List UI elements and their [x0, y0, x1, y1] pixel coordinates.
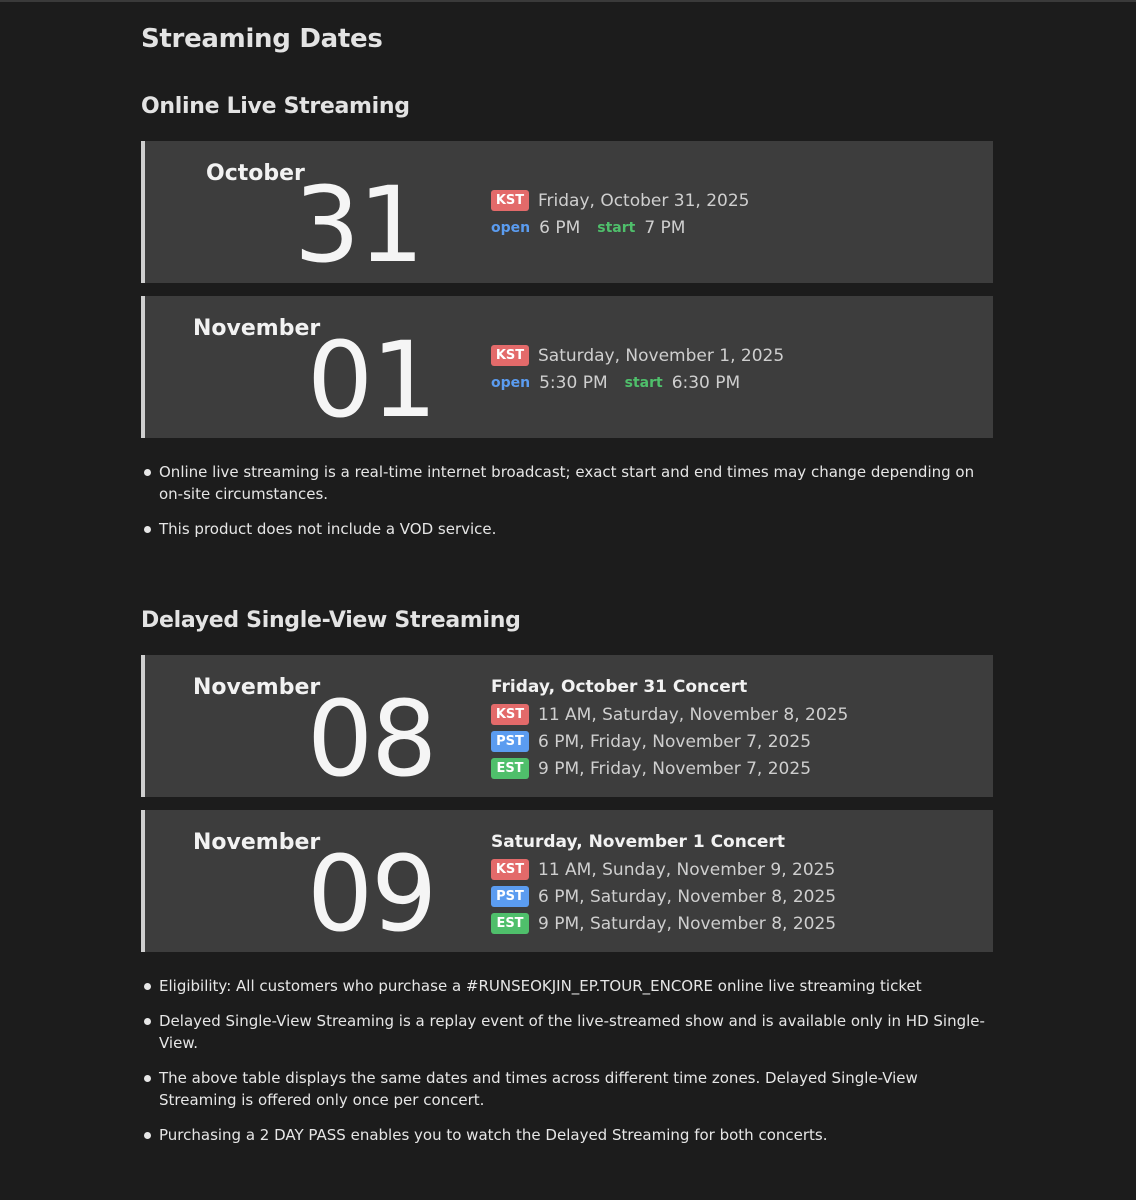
- est-time-row: [491, 755, 848, 782]
- note-item: The above table displays the same dates and times across different time zones. Delayed Single-View Streaming is offered only once per concert.: [144, 1067, 990, 1111]
- kst-badge: KST: [491, 859, 529, 880]
- online-notes-list: [144, 461, 990, 553]
- card-month: November: [193, 316, 321, 341]
- open-time: 5:30 PM: [539, 372, 608, 393]
- page-title: Streaming Dates: [141, 24, 383, 54]
- kst-time-row: [491, 856, 836, 883]
- kst-date-row: [491, 342, 784, 369]
- online-section-title: Online Live Streaming: [141, 94, 410, 119]
- kst-time-row: [491, 701, 848, 728]
- time-text: 6 PM, Saturday, November 8, 2025: [538, 886, 837, 907]
- start-time: 7 PM: [644, 217, 686, 238]
- kst-badge: KST: [491, 190, 529, 211]
- card-day: 01: [307, 319, 436, 441]
- date-text: Saturday, November 1, 2025: [538, 345, 785, 366]
- est-badge: EST: [491, 758, 529, 779]
- kst-date-row: [491, 187, 749, 214]
- card-day: 09: [307, 833, 436, 955]
- pst-time-row: [491, 883, 836, 910]
- note-item: Online live streaming is a real-time internet broadcast; exact start and end times may change depending on on-site circumstances.: [144, 461, 990, 505]
- time-text: 6 PM, Friday, November 7, 2025: [538, 731, 812, 752]
- bullet-icon: [144, 983, 151, 990]
- open-time: 6 PM: [539, 217, 581, 238]
- kst-badge: KST: [491, 704, 529, 725]
- card-info: [491, 829, 836, 937]
- est-badge: EST: [491, 913, 529, 934]
- time-text: 9 PM, Saturday, November 8, 2025: [538, 913, 837, 934]
- delayed-date-card: [141, 810, 993, 955]
- online-date-card: [141, 296, 993, 441]
- delayed-section-title: Delayed Single-View Streaming: [141, 608, 521, 633]
- top-border: [0, 0, 1136, 2]
- start-label: start: [597, 219, 636, 236]
- card-day: 31: [294, 164, 423, 286]
- bullet-icon: [144, 526, 151, 533]
- note-item: Eligibility: All customers who purchase a #RUNSEOKJIN_EP.TOUR_ENCORE online live streaming ticket: [144, 975, 990, 997]
- card-info: [491, 342, 784, 396]
- card-info: [491, 674, 848, 782]
- note-item: Purchasing a 2 DAY PASS enables you to watch the Delayed Streaming for both concerts.: [144, 1124, 990, 1146]
- pst-time-row: [491, 728, 848, 755]
- delayed-date-card: [141, 655, 993, 800]
- bullet-icon: [144, 1132, 151, 1139]
- time-row: [491, 369, 784, 396]
- est-time-row: [491, 910, 836, 937]
- open-label: open: [491, 374, 531, 391]
- concert-title: Friday, October 31 Concert: [491, 677, 748, 697]
- start-time: 6:30 PM: [671, 372, 741, 393]
- date-text: Friday, October 31, 2025: [538, 190, 750, 211]
- card-month: November: [193, 675, 321, 700]
- open-label: open: [491, 219, 531, 236]
- time-text: 9 PM, Friday, November 7, 2025: [538, 758, 812, 779]
- bullet-icon: [144, 469, 151, 476]
- pst-badge: PST: [491, 731, 529, 752]
- card-month: November: [193, 830, 321, 855]
- bullet-icon: [144, 1018, 151, 1025]
- bullet-icon: [144, 1075, 151, 1082]
- card-info: [491, 187, 749, 241]
- pst-badge: PST: [491, 886, 529, 907]
- note-item: Delayed Single-View Streaming is a replay event of the live-streamed show and is available only in HD Single-View.: [144, 1010, 990, 1054]
- delayed-notes-list: [144, 975, 990, 1159]
- online-date-card: [141, 141, 993, 286]
- card-month: October: [206, 161, 305, 186]
- start-label: start: [624, 374, 663, 391]
- note-item: This product does not include a VOD service.: [144, 518, 990, 540]
- time-text: 11 AM, Sunday, November 9, 2025: [538, 859, 836, 880]
- card-day: 08: [307, 678, 436, 800]
- time-text: 11 AM, Saturday, November 8, 2025: [538, 704, 849, 725]
- kst-badge: KST: [491, 345, 529, 366]
- concert-title: Saturday, November 1 Concert: [491, 832, 785, 852]
- time-row: [491, 214, 749, 241]
